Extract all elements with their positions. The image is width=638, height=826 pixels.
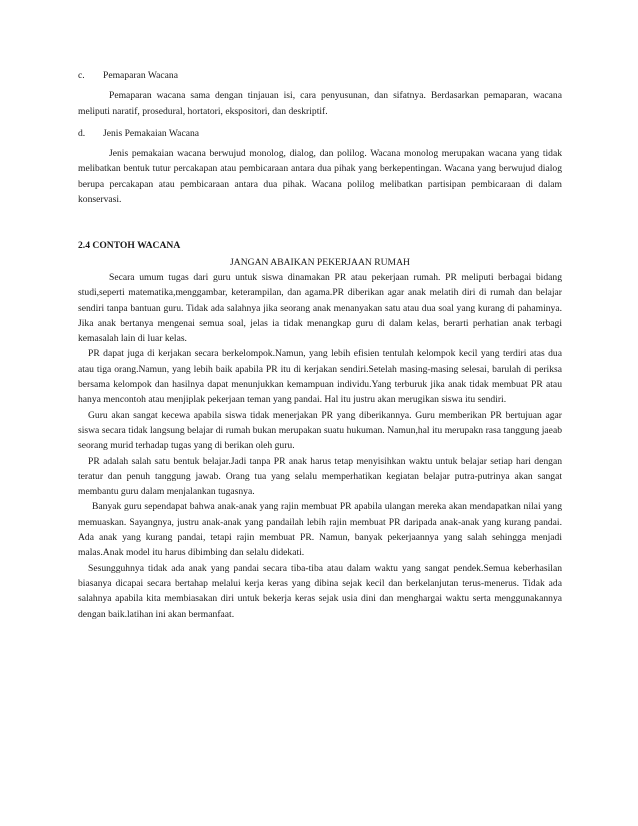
section-d-heading (78, 126, 562, 141)
article-title: JANGAN ABAIKAN PEKERJAAN RUMAH (230, 256, 410, 268)
section-c-heading (78, 68, 562, 83)
section-c-letter: c. (78, 70, 85, 81)
article-paragraph-3: Guru akan sangat kecewa apabila siswa tidak menerjakan PR yang diberikannya. Guru memberikan PR bertujuan agar siswa secara tidak langsung belajar di rumah bukan merupakan suatu hukuman. Namun,hal itu merupakn rasa tanggung jaeab seorang murid terhadap tugas yang di berikan oleh guru. (78, 409, 562, 452)
section-d-paragraph: Jenis pemakaian wacana berwujud monolog, dialog, dan polilog. Wacana monolog merupakan wacana yang tidak melibatkan bentuk tutur percakapan atau pembicaraan antara dua pihak yang berkepentingan. Wacana yang berwujud dialog berupa percakapan atau pembicaraan antara dua pihak. Wacana polilog melibatkan partisipan pembicaraan di dalam konservasi. (78, 148, 562, 206)
section-spacer (78, 214, 562, 228)
section-d-letter: d. (78, 127, 86, 139)
document-page (78, 68, 562, 622)
section-c-title: Pemaparan Wacana (103, 70, 178, 81)
article-paragraph-6: Sesungguhnya tidak ada anak yang pandai secara tiba-tiba atau dalam waktu yang sangat pendek.Semua keberhasilan biasanya dicapai secara bertahap melalui kerja keras yang dibina sejak kecil dan berkelanjutan terus-menerus. Tidak ada salahnya apabila kita membiasakan diri untuk bekerja keras sejak usia dini dan menghargai waktu serta menggunakannya dengan baik.latihan ini akan bermanfaat. (78, 562, 562, 620)
article-paragraph-1: Secara umum tugas dari guru untuk siswa dinamakan PR atau pekerjaan rumah. PR meliputi berbagai bidang studi,seperti matematika,menggambar, keterampilan, dan agama.PR diberikan agar anak melatih diri di rumah dan belajar sendiri tanpa bantuan guru. Tidak ada salahnya jika seorang anak menanyakan satu atau dua soal yang kurang di pahaminya. Jika anak bertanya mengenai semua soal, jelas ia tidak menangkap guru di dalam kelas, berarti perhatian anak terbagi kemasalah lain di luar kelas. (78, 271, 562, 345)
section-d-title: Jenis Pemakaian Wacana (103, 127, 200, 139)
article-paragraph-2: PR dapat juga di kerjakan secara berkelompok.Namun, yang lebih efisien tentulah kelompok kecil yang terdiri atas dua atau tiga orang.Namun, yang lebih baik apabila PR itu di kerjakan sendiri.Setelah masing-masing selesai, barulah di periksa bersama kelompok dan hasilnya dapat menunjukkan kemampuan individu.Yang terburuk jika anak tidak membuat PR atau hanya mencontoh atau menjiplak pekerjaan teman yang pandai. Hal itu justru akan merugikan siswa itu sendiri. (78, 348, 562, 406)
article-paragraph-5: Banyak guru sependapat bahwa anak-anak yang rajin membuat PR apabila ulangan mereka akan mendapatkan nilai yang memuaskan. Sayangnya, justru anak-anak yang pandailah lebih rajin membuat PR daripada anak-anak yang kurang pandai. Ada anak yang kurang pandai, tetapi rajin membuat PR. Namun, banyak pekerjaannya yang salah sehingga menjadi malas.Anak model itu harus dibimbing dan selalu didekati. (78, 501, 562, 559)
section-24-title: 2.4 CONTOH WACANA (78, 240, 181, 252)
section-c-paragraph: Pemaparan wacana sama dengan tinjauan isi, cara penyusunan, dan sifatnya. Berdasarkan pemaparan, wacana meliputi naratif, prosedural, hortatori, ekspositori, dan deskriptif. (78, 90, 562, 117)
article-paragraph-4: PR adalah salah satu bentuk belajar.Jadi tanpa PR anak harus tetap menyisihkan waktu untuk belajar setiap hari dengan teratur dan penuh tanggung jawab. Orang tua yang selalu memperhatikan kegiatan belajar putra-putrinya akan sangat membantu guru dalam menjalankan tugasnya. (78, 455, 562, 498)
